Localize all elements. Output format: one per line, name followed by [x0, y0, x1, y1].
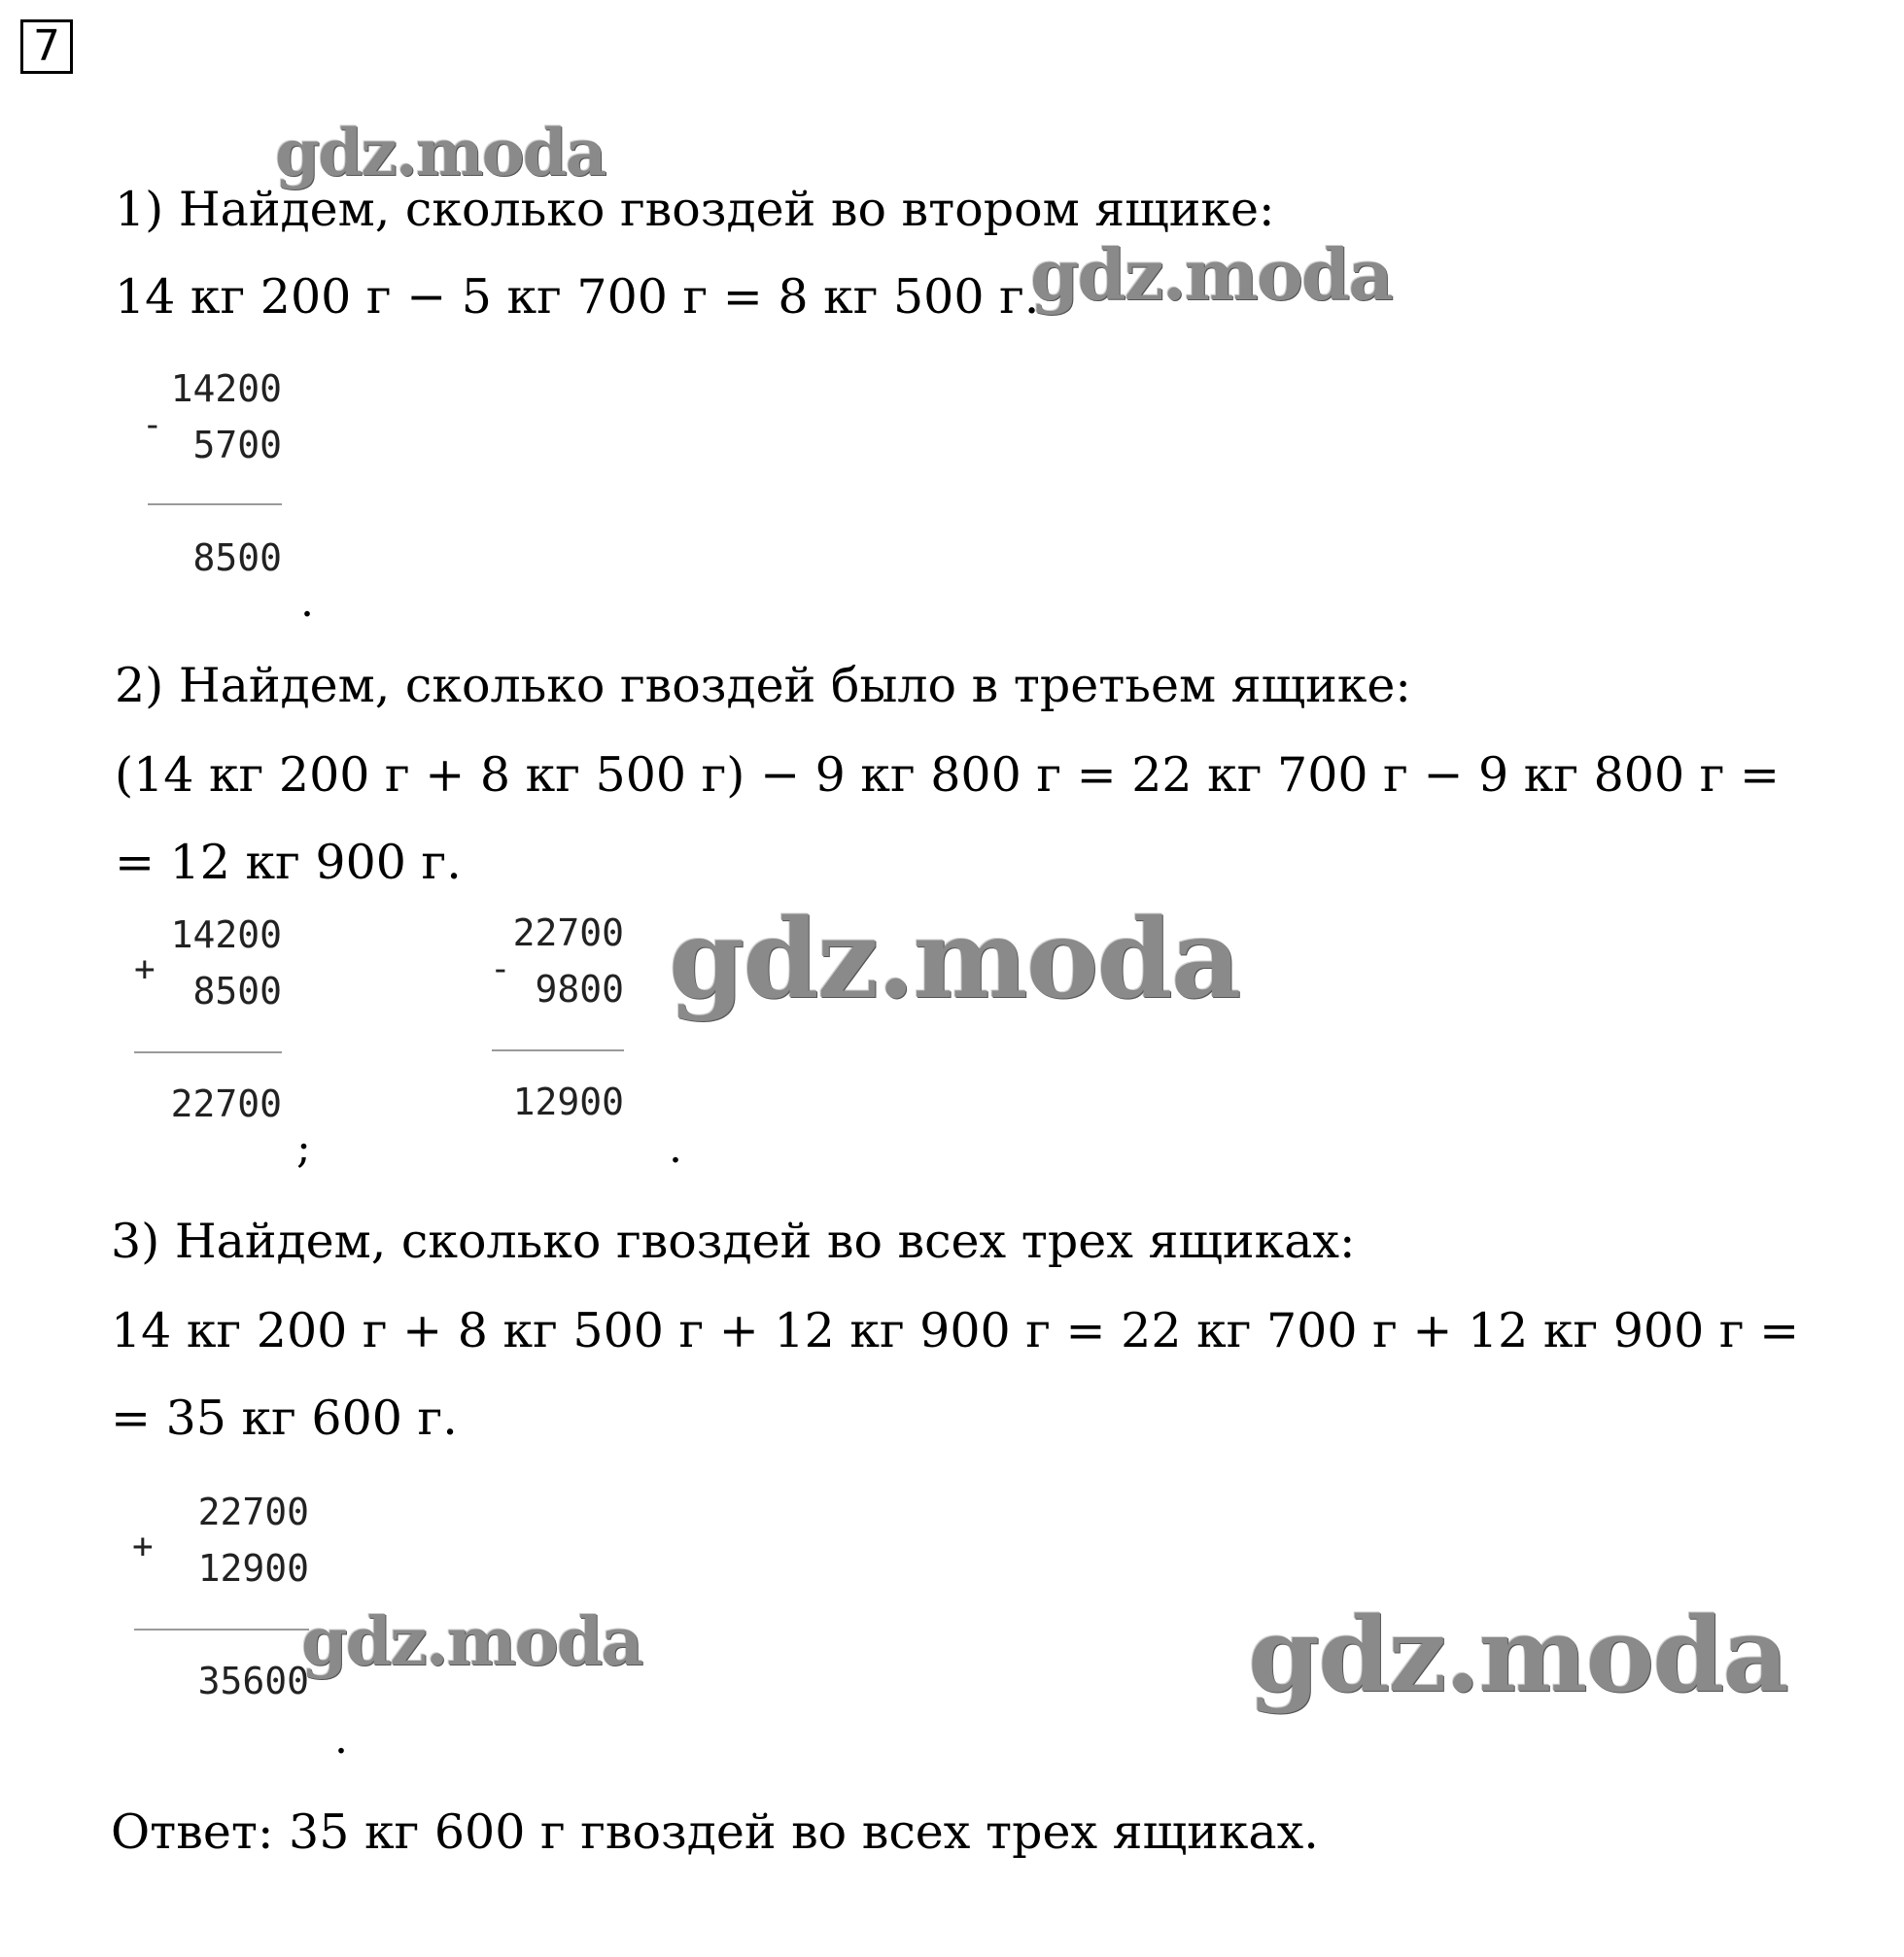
task-number: 7: [20, 19, 73, 74]
column-divider: [148, 503, 282, 505]
column-result: 12900: [512, 1081, 624, 1123]
step3-heading: 3) Найдем, сколько гвоздей во всех трех ящиках:: [111, 1214, 1356, 1269]
watermark-logo: gdz.moda: [1248, 1594, 1787, 1715]
plus-sign: +: [132, 1527, 154, 1566]
column-top-operand: 22700: [512, 911, 624, 954]
step2-equation-line2: = 12 кг 900 г.: [115, 835, 462, 890]
step1-heading: 1) Найдем, сколько гвоздей во втором ящике:: [115, 182, 1275, 237]
watermark-logo: gdz.moda: [1030, 233, 1392, 316]
plus-sign: +: [134, 949, 156, 989]
step2-heading: 2) Найдем, сколько гвоздей было в третьем ящике:: [115, 658, 1411, 713]
watermark-logo: gdz.moda: [669, 896, 1240, 1023]
step3-column-addition: [128, 1491, 309, 1714]
column-result: 22700: [170, 1082, 282, 1125]
step3-equation-line2: = 35 кг 600 г.: [111, 1390, 458, 1446]
step2-column-a-punctuation: ;: [296, 1123, 311, 1173]
column-top-operand: 22700: [197, 1491, 309, 1533]
answer-text: Ответ: 35 кг 600 г гвоздей во всех трех ящиках.: [111, 1804, 1319, 1860]
column-top-operand: 14200: [170, 367, 282, 410]
column-bottom-operand: 5700: [192, 424, 282, 466]
step2-column-b-punctuation: .: [669, 1123, 682, 1173]
step3-column-punctuation: .: [334, 1714, 348, 1764]
step1-column-punctuation: .: [300, 577, 314, 627]
watermark-logo: gdz.moda: [275, 115, 606, 190]
column-bottom-operand: 12900: [197, 1547, 309, 1590]
column-result: 8500: [192, 536, 282, 579]
watermark-logo: gdz.moda: [301, 1603, 642, 1681]
minus-sign: -: [490, 949, 511, 989]
step2-column-subtraction: [486, 911, 624, 1135]
column-bottom-operand: 8500: [192, 970, 282, 1013]
column-divider: [492, 1049, 624, 1051]
step2-equation-line1: (14 кг 200 г + 8 кг 500 г) − 9 кг 800 г = 22 кг 700 г − 9 кг 800 г =: [115, 747, 1781, 803]
step1-equation: 14 кг 200 г − 5 кг 700 г = 8 кг 500 г.: [115, 269, 1040, 325]
column-result: 35600: [197, 1660, 309, 1702]
step3-equation-line1: 14 кг 200 г + 8 кг 500 г + 12 кг 900 г = 22 кг 700 г + 12 кг 900 г =: [111, 1303, 1800, 1358]
step1-column-calculation: [136, 367, 282, 591]
column-divider: [134, 1051, 282, 1053]
column-bottom-operand: 9800: [535, 968, 624, 1011]
minus-sign: -: [142, 405, 163, 445]
step2-column-addition: [126, 913, 282, 1137]
column-divider: [134, 1629, 309, 1631]
column-top-operand: 14200: [170, 913, 282, 956]
